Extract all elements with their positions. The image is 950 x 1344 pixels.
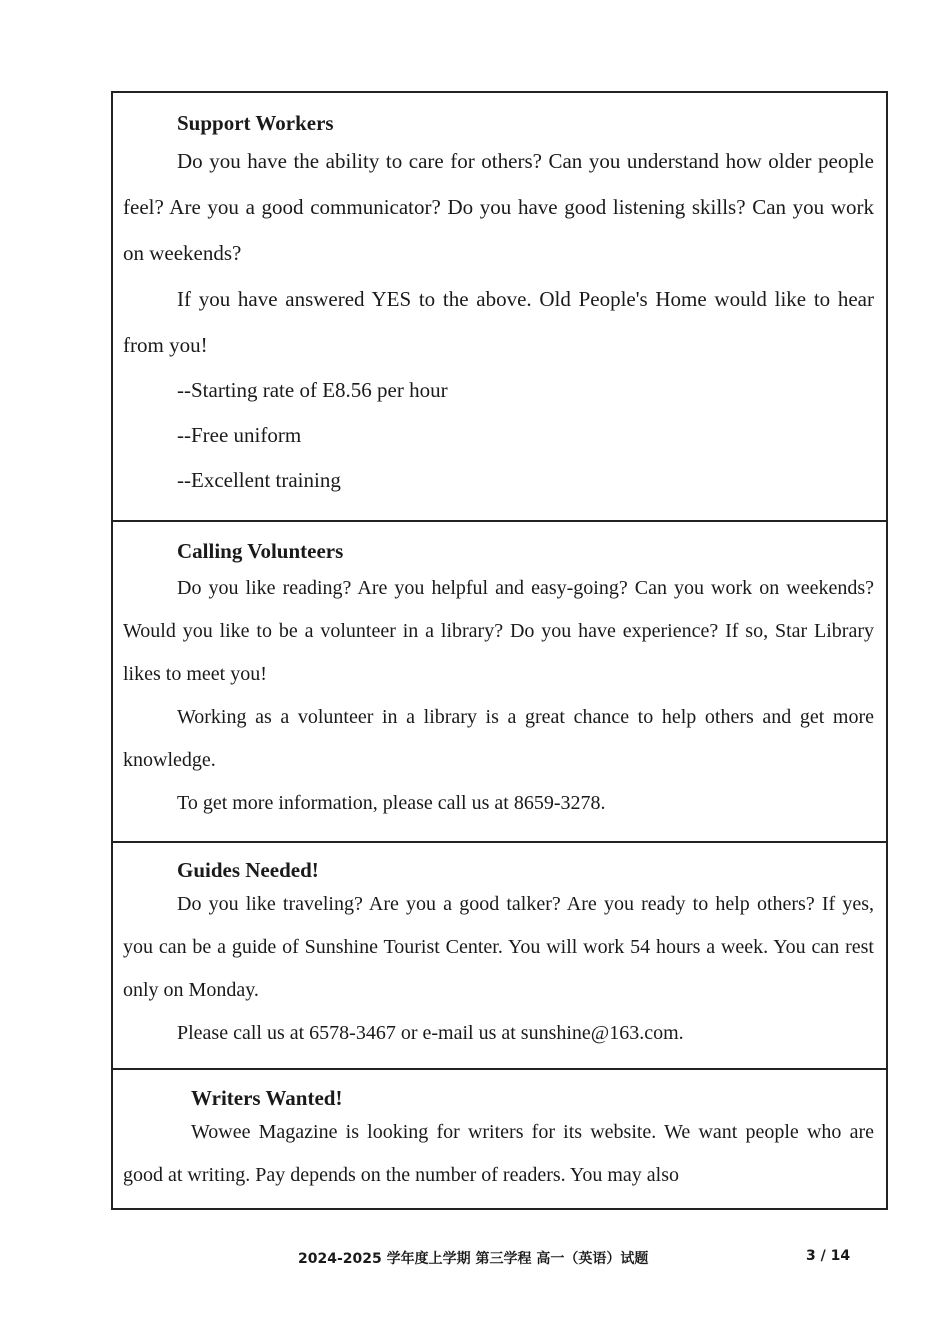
section-support-workers [113,93,886,520]
benefit-item: --Starting rate of E8.56 per hour [177,378,448,402]
paragraph: If you have answered YES to the above. Old People's Home would like to hear from you! [123,287,874,357]
benefit-item: --Excellent training [177,468,341,492]
page-number: 3 / 14 [806,1248,851,1264]
section-heading: Writers Wanted! [191,1086,343,1110]
section-heading: Calling Volunteers [177,539,344,563]
paragraph: To get more information, please call us at 8659-3278. [177,792,606,814]
benefit-item: --Free uniform [177,423,302,447]
paragraph: Do you like reading? Are you helpful and easy-going? Can you work on weekends? Would you like to be a volunteer in a library? Do you have experience? If so, Star Library likes to meet you! [123,577,874,685]
paragraph: Please call us at 6578-3467 or e-mail us at sunshine@163.com. [177,1022,684,1044]
paragraph: Do you have the ability to care for others? Can you understand how older people feel? Are you a good communicator? Do you have good listening skills? Can you work on weekends? [123,149,874,265]
section-writers-wanted [113,1068,886,1210]
section-heading: Support Workers [177,111,334,135]
paragraph: Working as a volunteer in a library is a great chance to help others and get more knowledge. [123,706,874,771]
section-calling-volunteers [113,520,886,841]
paragraph: Wowee Magazine is looking for writers for its website. We want people who are good at writing. Pay depends on the number of readers. You may also [123,1121,874,1186]
exam-title: 2024-2025 学年度上学期 第三学程 高一（英语）试题 [298,1251,649,1267]
section-heading: Guides Needed! [177,858,319,882]
section-guides-needed [113,841,886,1068]
document-frame [111,91,888,1210]
paragraph: Do you like traveling? Are you a good talker? Are you ready to help others? If yes, you can be a guide of Sunshine Tourist Center. You will work 54 hours a week. You can rest only on Monday. [123,893,874,1001]
